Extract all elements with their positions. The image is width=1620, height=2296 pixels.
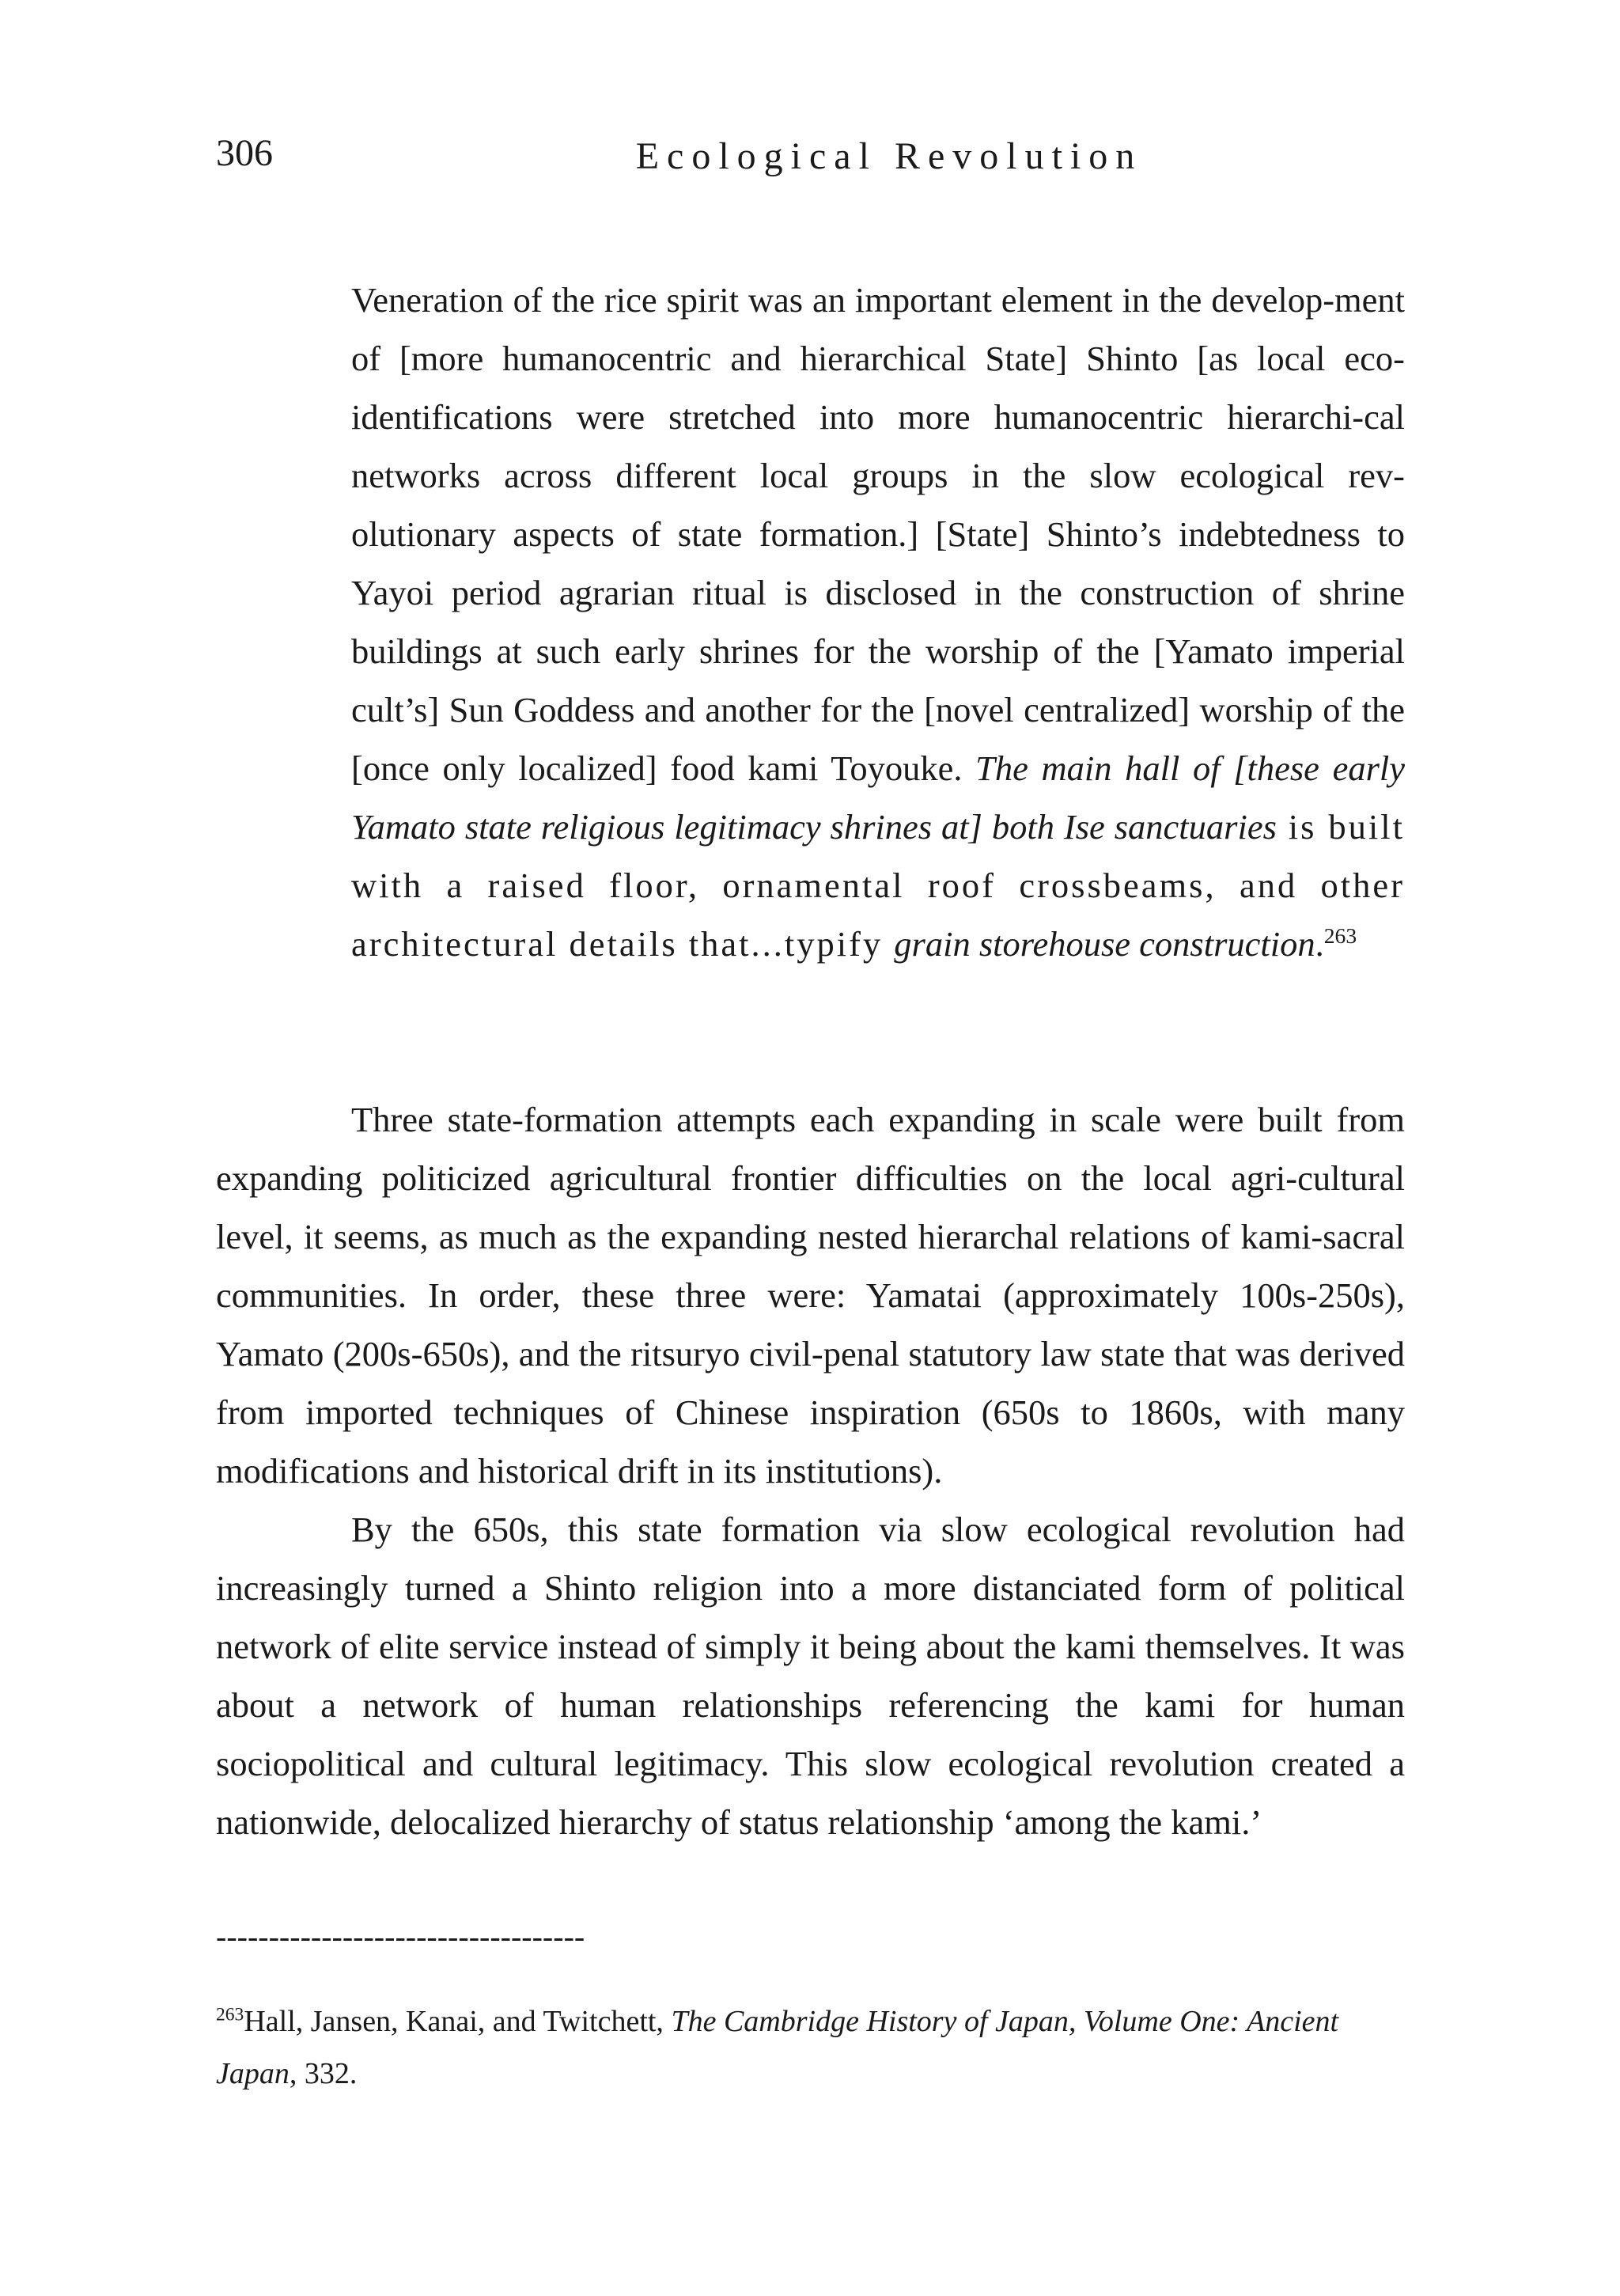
footnote-separator: -----------------------------------	[216, 1919, 585, 1954]
page-number: 306	[216, 132, 273, 174]
quote-text-1: Veneration of the rice spirit was an important element in the develop-ment of [more humanocentric and hierarchical State] Shinto [as local eco-identifications were stretched into more humanocentric hierarchi-cal networks across different local groups in the slow ecological rev-olutionary aspects of state formation.] [State] Shinto’s indebtedness to Yayoi period agrarian ritual is disclosed in the construction of shrine buildings at such early shrines for the worship of the [Yamato imperial cult’s] Sun Goddess and another for the [novel centralized] worship of the [once only localized] food kami Toyouke.	[351, 280, 1405, 788]
body-paragraph-2: By the 650s, this state formation via slow ecological revolution had increasingly turned a Shinto religion into a more distanciated form of political network of elite service instead of simply it being about the kami themselves. It was about a network of human relationships referencing the kami for human sociopolitical and cultural legitimacy. This slow ecological revolution created a nationwide, delocalized hierarchy of status relationship ‘among the kami.’	[216, 1510, 1405, 1842]
footnote-reference[interactable]: 263	[1323, 923, 1357, 949]
footnote-authors: Hall, Jansen, Kanai, and Twitchett,	[244, 2005, 672, 2038]
body-paragraph-1: Three state-formation attempts each expanding in scale were built from expanding politicized agricultural frontier difficulties on the local agri-cultural level, it seems, as much as the expanding nested hierarchal relations of kami-sacral communities. In order, these three were: Yamatai (approximately 100s-250s), Yamato (200s-650s), and the ritsuryo civil-penal statutory law state that was derived from imported techniques of Chinese inspiration (650s to 1860s, with many modifications and historical drift in its institutions).	[216, 1100, 1405, 1491]
quote-text-3: .	[1315, 924, 1324, 964]
footnote-263	[216, 1995, 1405, 2100]
quote-text-2: is built with a raised floor, ornamental roof crossbeams, and other architectural details that...typify	[351, 807, 1405, 964]
footnote-title: The Cambridge History of Japan, Volume One: Ancient Japan	[216, 2005, 1339, 2090]
quote-italic-2: grain storehouse construction	[894, 924, 1315, 964]
footnote-marker: 263	[216, 2004, 244, 2025]
quote-italic-1: The main hall of [these early Yamato state religious legitimacy shrines at] both Ise sanctuaries	[351, 748, 1405, 847]
running-title: Ecological Revolution	[635, 135, 1143, 177]
block-quote	[351, 271, 1405, 973]
footnote-pages: , 332.	[289, 2057, 358, 2090]
